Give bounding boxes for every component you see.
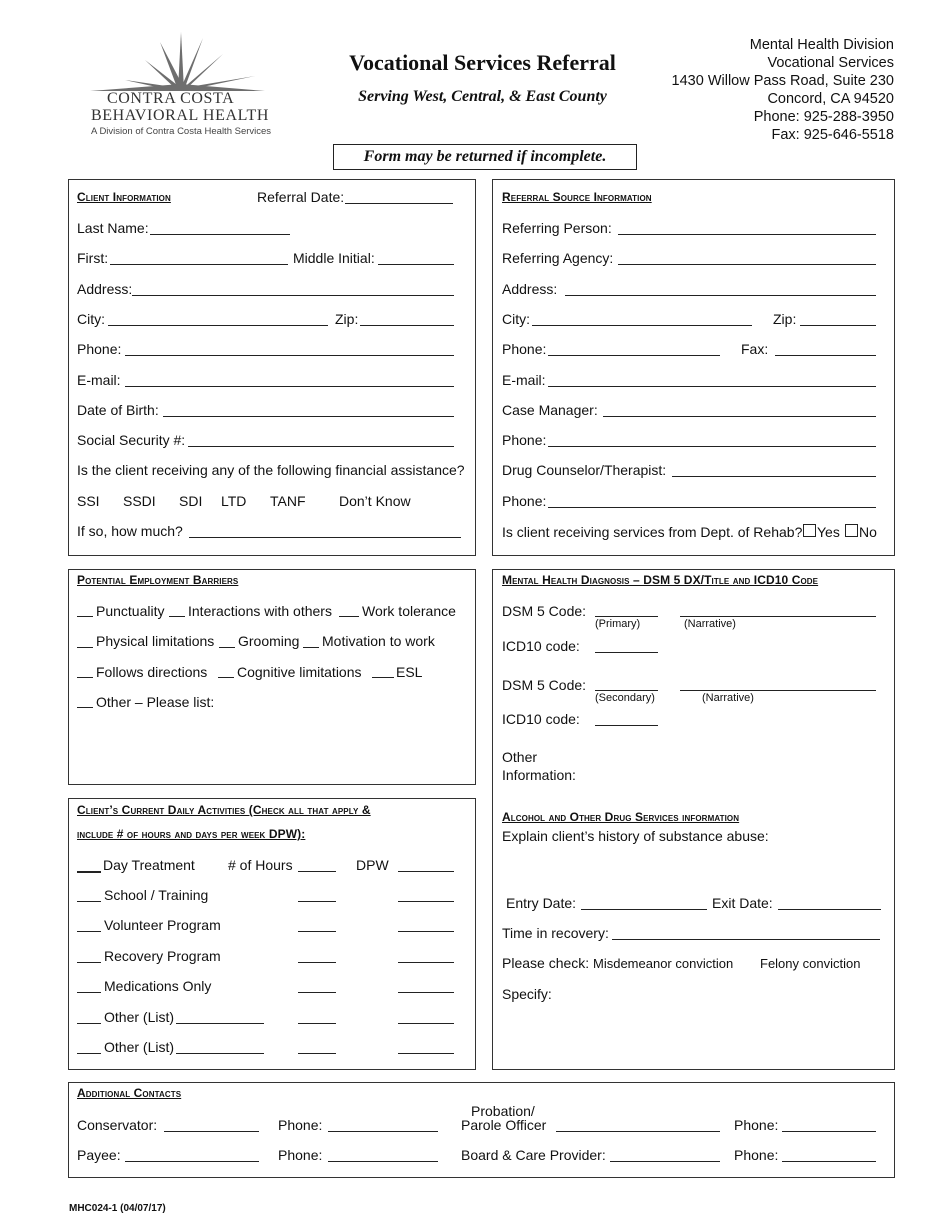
hours-field[interactable] (298, 992, 336, 993)
follows-directions-check[interactable] (77, 677, 93, 678)
interactions-check[interactable] (169, 616, 185, 617)
dsm-primary-field[interactable] (595, 616, 658, 617)
other-info-label: Other (502, 749, 538, 765)
client-city-label: City: (77, 311, 105, 327)
felony-option[interactable]: Felony conviction (760, 956, 861, 971)
additional-contacts-heading: Additional Contacts (77, 1086, 182, 1100)
punctuality-label: Punctuality (96, 603, 165, 619)
client-email-label: E-mail: (77, 372, 121, 388)
hours-field[interactable] (298, 1053, 336, 1054)
activity-check[interactable] (77, 962, 101, 963)
ssn-field[interactable] (188, 446, 454, 447)
how-much-field[interactable] (189, 537, 461, 538)
logo-line1: CONTRA COSTA (107, 90, 235, 107)
follows-directions-label: Follows directions (96, 664, 208, 680)
referring-person-label: Referring Person: (502, 220, 612, 236)
other-info-label-2: Information: (502, 767, 576, 783)
conservator-field[interactable] (164, 1131, 259, 1132)
esl-label: ESL (396, 664, 423, 680)
referral-date-label: Referral Date: (257, 189, 345, 205)
probation-phone-field[interactable] (782, 1131, 876, 1132)
icd-secondary-label: ICD10 code: (502, 711, 580, 727)
dpw-field[interactable] (398, 931, 454, 932)
exit-date-label: Exit Date: (712, 895, 773, 911)
client-zip-label: Zip: (335, 311, 359, 327)
assistance-option-tanf[interactable]: TANF (270, 493, 306, 509)
client-phone-label: Phone: (77, 341, 122, 357)
probation-phone-label: Phone: (734, 1117, 779, 1133)
dpw-field[interactable] (398, 962, 454, 963)
payee-phone-label: Phone: (278, 1147, 323, 1163)
specify-label: Specify: (502, 986, 552, 1002)
referring-agency-label: Referring Agency: (502, 250, 614, 266)
referral-city-field[interactable] (532, 325, 752, 326)
activity-label: Recovery Program (104, 948, 221, 964)
activity-label: Medications Only (104, 978, 212, 994)
client-address-label: Address: (77, 281, 133, 297)
dpw-column-label: DPW (356, 857, 389, 873)
other-barrier-label: Other – Please list: (96, 694, 215, 710)
case-manager-phone-field[interactable] (548, 446, 876, 447)
secondary-caption: (Secondary) (595, 692, 655, 704)
rehab-no-checkbox[interactable] (845, 524, 858, 537)
activity-check[interactable] (77, 992, 101, 993)
address-line: Phone: 925-288-3950 (753, 109, 894, 125)
employment-barriers-heading: Potential Employment Barriers (77, 573, 239, 587)
physical-limitations-label: Physical limitations (96, 633, 215, 649)
icd-primary-field[interactable] (595, 652, 658, 653)
last-name-field[interactable] (150, 234, 290, 235)
daily-activities-heading: Client’s Current Daily Activities (Check all that apply & (77, 803, 371, 817)
activity-label: Other (List) (104, 1039, 175, 1055)
activity-check[interactable] (77, 901, 101, 902)
icd-secondary-field[interactable] (595, 725, 658, 726)
activity-check[interactable] (77, 1023, 101, 1024)
ssn-label: Social Security #: (77, 432, 186, 448)
motivation-check[interactable] (303, 647, 319, 648)
activity-check[interactable] (77, 1053, 101, 1054)
dpw-field[interactable] (398, 1053, 454, 1054)
referring-person-field[interactable] (618, 234, 876, 235)
referral-zip-label: Zip: (773, 311, 797, 327)
middle-initial-label: Middle Initial: (293, 250, 375, 266)
activity-label: Day Treatment (103, 857, 195, 873)
address-line: Vocational Services (767, 55, 894, 71)
client-email-field[interactable] (125, 386, 454, 387)
rehab-question: Is client receiving services from Dept. of Rehab? (502, 524, 803, 540)
first-name-field[interactable] (110, 264, 288, 265)
grooming-check[interactable] (219, 647, 235, 648)
hours-field[interactable] (298, 871, 336, 872)
referral-phone-label: Phone: (502, 341, 547, 357)
aod-heading: Alcohol and Other Drug Services information (502, 810, 740, 824)
logo-line2: BEHAVIORAL HEALTH (91, 107, 270, 124)
client-address-field[interactable] (132, 295, 454, 296)
referral-email-label: E-mail: (502, 372, 546, 388)
payee-phone-field[interactable] (328, 1161, 438, 1162)
dob-field[interactable] (163, 416, 454, 417)
parole-officer-label: Parole Officer (461, 1117, 547, 1133)
entry-date-label: Entry Date: (506, 895, 577, 911)
dsm-primary-label: DSM 5 Code: (502, 603, 587, 619)
dpw-field[interactable] (398, 1023, 454, 1024)
primary-caption: (Primary) (595, 618, 641, 630)
punctuality-check[interactable] (77, 616, 93, 617)
misdemeanor-option[interactable]: Misdemeanor conviction (593, 956, 734, 971)
time-in-recovery-field[interactable] (612, 939, 880, 940)
cognitive-limitations-label: Cognitive limitations (237, 664, 362, 680)
referral-date-field[interactable] (345, 203, 453, 204)
grooming-label: Grooming (238, 633, 300, 649)
probation-label: Probation/ (471, 1103, 535, 1119)
case-manager-phone-label: Phone: (502, 432, 547, 448)
activity-label: School / Training (104, 887, 209, 903)
hours-field[interactable] (298, 931, 336, 932)
entry-date-field[interactable] (581, 909, 707, 910)
how-much-label: If so, how much? (77, 523, 183, 539)
form-code: MHC024-1 (04/07/17) (69, 1203, 166, 1214)
client-city-field[interactable] (108, 325, 328, 326)
other-activity-field[interactable] (176, 1023, 264, 1024)
dsm-secondary-field[interactable] (595, 690, 658, 691)
cognitive-limitations-check[interactable] (218, 677, 234, 678)
dpw-field[interactable] (398, 901, 454, 902)
case-manager-field[interactable] (603, 416, 876, 417)
referring-agency-field[interactable] (618, 264, 876, 265)
board-care-label: Board & Care Provider: (461, 1147, 606, 1163)
conservator-label: Conservator: (77, 1117, 158, 1133)
dpw-field[interactable] (398, 992, 454, 993)
address-line: Fax: 925-646-5518 (771, 127, 894, 143)
referral-address-field[interactable] (565, 295, 876, 296)
rehab-yes-checkbox[interactable] (803, 524, 816, 537)
exit-date-field[interactable] (778, 909, 881, 910)
other-activity-field[interactable] (176, 1053, 264, 1054)
conservator-phone-label: Phone: (278, 1117, 323, 1133)
address-line: Mental Health Division (749, 37, 894, 53)
aod-explain-label: Explain client’s history of substance abuse: (502, 828, 769, 844)
referral-city-label: City: (502, 311, 530, 327)
hours-field[interactable] (298, 901, 336, 902)
counselor-label: Drug Counselor/Therapist: (502, 462, 667, 478)
dsm-secondary-label: DSM 5 Code: (502, 677, 587, 693)
time-in-recovery-label: Time in recovery: (502, 925, 609, 941)
conservator-phone-field[interactable] (328, 1131, 438, 1132)
client-phone-field[interactable] (125, 355, 454, 356)
middle-initial-field[interactable] (378, 264, 454, 265)
board-care-phone-field[interactable] (782, 1161, 876, 1162)
client-information-heading: Client Information (77, 190, 171, 204)
interactions-label: Interactions with others (188, 603, 332, 619)
referral-fax-field[interactable] (775, 355, 876, 356)
referral-fax-label: Fax: (741, 341, 769, 357)
last-name-label: Last Name: (77, 220, 149, 236)
diagnosis-heading: Mental Health Diagnosis – DSM 5 DX/Title and ICD10 Code (502, 573, 819, 587)
counselor-phone-label: Phone: (502, 493, 547, 509)
referral-zip-field[interactable] (800, 325, 876, 326)
assistance-option-dont-know[interactable]: Don’t Know (339, 493, 411, 509)
activity-check[interactable] (77, 871, 101, 873)
activity-label: Volunteer Program (104, 917, 221, 933)
dob-label: Date of Birth: (77, 402, 159, 418)
client-zip-field[interactable] (360, 325, 454, 326)
payee-label: Payee: (77, 1147, 121, 1163)
referral-email-field[interactable] (548, 386, 876, 387)
address-line: Concord, CA 94520 (767, 91, 894, 107)
division-address (672, 36, 894, 144)
address-line: 1430 Willow Pass Road, Suite 230 (671, 73, 894, 89)
assistance-option-ssdi[interactable]: SSDI (123, 493, 156, 509)
hours-field[interactable] (298, 1023, 336, 1024)
activity-label: Other (List) (104, 1009, 175, 1025)
logo-line3: A Division of Contra Costa Health Services (91, 126, 272, 137)
please-check-label: Please check: (502, 955, 590, 971)
board-care-phone-label: Phone: (734, 1147, 779, 1163)
payee-field[interactable] (125, 1161, 259, 1162)
icd-primary-label: ICD10 code: (502, 638, 580, 654)
assistance-option-sdi[interactable]: SDI (179, 493, 203, 509)
hours-field[interactable] (298, 962, 336, 963)
first-name-label: First: (77, 250, 109, 266)
page-title: Vocational Services Referral (349, 50, 616, 75)
referral-phone-field[interactable] (548, 355, 720, 356)
assistance-question: Is the client receiving any of the following financial assistance? (77, 462, 465, 478)
page-subtitle: Serving West, Central, & East County (358, 88, 607, 105)
assistance-option-ltd[interactable]: LTD (221, 493, 247, 509)
logo (85, 28, 275, 140)
counselor-phone-field[interactable] (548, 507, 876, 508)
narrative-caption: (Narrative) (702, 692, 754, 704)
motivation-label: Motivation to work (322, 633, 435, 649)
physical-limitations-check[interactable] (77, 647, 93, 648)
dsm-primary-narrative-field[interactable] (680, 616, 876, 617)
referral-source-heading: Referral Source Information (502, 190, 652, 204)
rehab-yes-label: Yes (817, 524, 840, 540)
work-tolerance-label: Work tolerance (362, 603, 456, 619)
board-care-field[interactable] (610, 1161, 720, 1162)
daily-activities-heading-2: include # of hours and days per week DPW): (77, 827, 306, 841)
probation-officer-field[interactable] (556, 1131, 720, 1132)
dsm-secondary-narrative-field[interactable] (680, 690, 876, 691)
logo-starburst-icon (85, 28, 275, 92)
referral-address-label: Address: (502, 281, 558, 297)
counselor-field[interactable] (672, 476, 876, 477)
activity-check[interactable] (77, 931, 101, 932)
case-manager-label: Case Manager: (502, 402, 598, 418)
assistance-option-ssi[interactable]: SSI (77, 493, 100, 509)
hours-column-label: # of Hours (228, 857, 293, 873)
narrative-caption: (Narrative) (684, 618, 736, 630)
rehab-no-label: No (859, 524, 877, 540)
esl-check[interactable] (372, 677, 394, 678)
dpw-field[interactable] (398, 871, 454, 872)
other-barrier-check[interactable] (77, 707, 93, 708)
incomplete-notice: Form may be returned if incomplete. (333, 144, 637, 170)
work-tolerance-check[interactable] (339, 616, 359, 617)
